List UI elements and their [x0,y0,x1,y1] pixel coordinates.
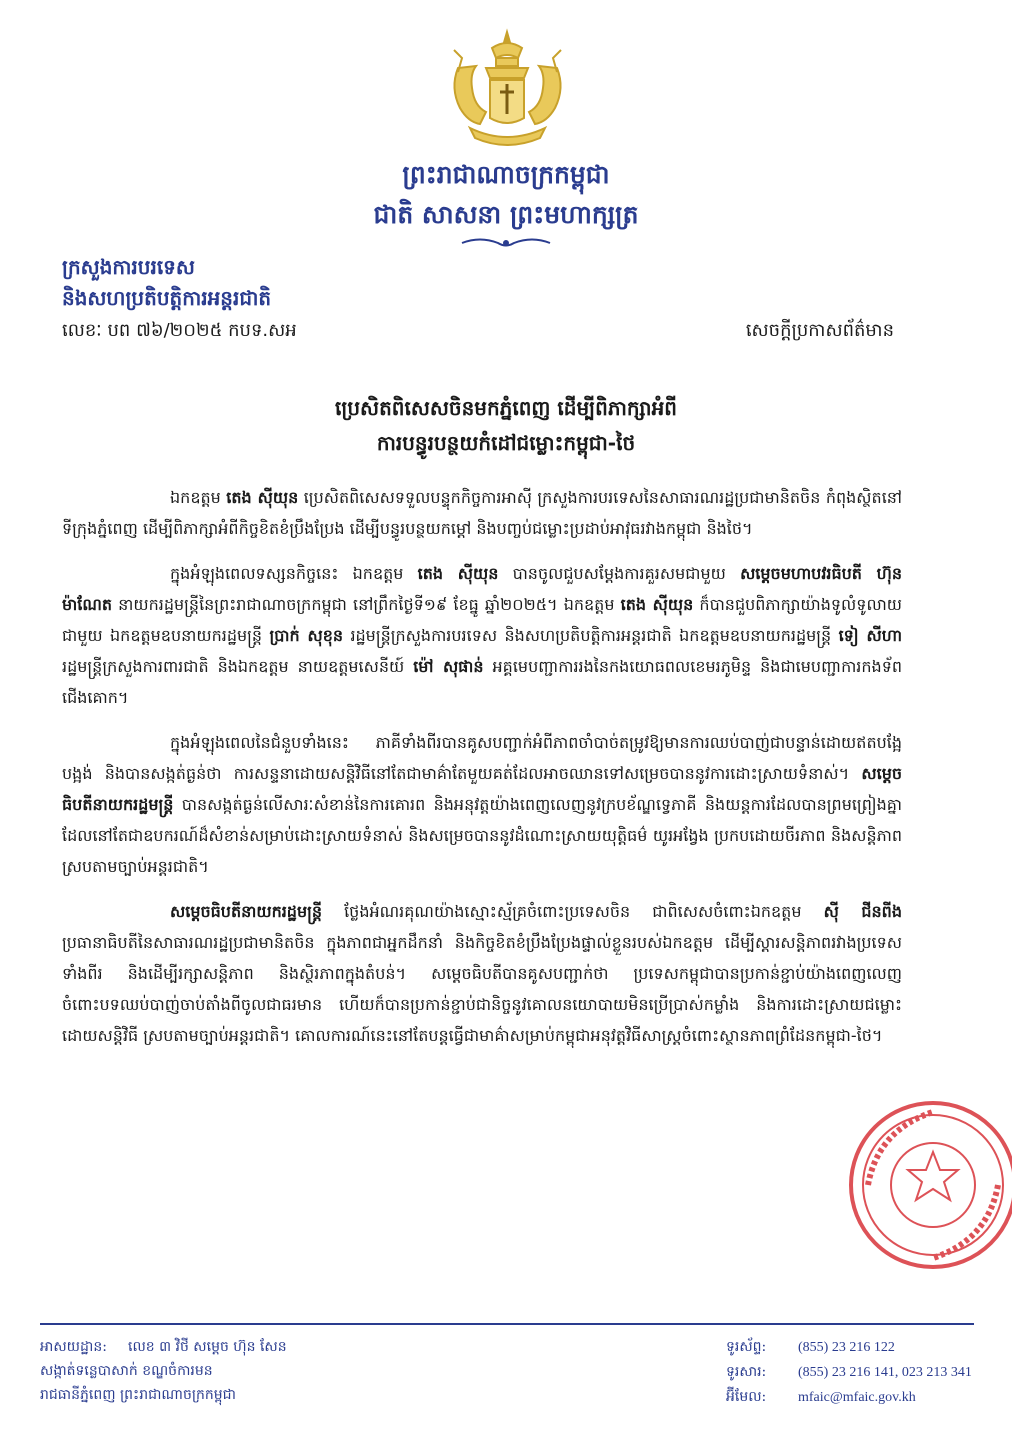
address-label: អាសយដ្ឋាន: [40,1339,107,1355]
text-run: ប្រធានាធិបតីនៃសាធារណរដ្ឋប្រជាមានិតចិន ក្នុងភាពជាអ្នកដឹកនាំ និងកិច្ចខិតខំប្រឹងប្រែងផ្ទាល់ខ្លួនរបស់ឯកឧត្តម ដើម្បីស្តារសន្តិភាពរវាងប្រទេសទាំងពីរ និងដើម្បីរក្សាសន្តិភាព និងស្ថិរភាពក្នុងតំបន់។ សម្ដេចធិបតីបានគូសបញ្ជាក់ថា ប្រទេសកម្ពុជាបានប្រកាន់ខ្ជាប់យ៉ាងពេញលេញ ចំពោះបទឈប់បាញ់ចាប់តាំងពីចូលជាធរមាន ហើយក៏បានប្រកាន់ខ្ជាប់ជានិច្ចនូវគោលនយោបាយមិនប្រើប្រាស់កម្លាំង និងការដោះស្រាយជម្លោះដោយសន្តិវិធី ស្របតាមច្បាប់អន្តរជាតិ។ គោលការណ៍នេះនៅតែបន្តធ្វើជាមាគ៌ាសម្រាប់កម្ពុជាអនុវត្តវិធីសាស្ត្រចំពោះស្ថានភាពព្រំដែនកម្ពុជា-ថៃ។ [62,933,902,1045]
phone-label: ទូរស័ព្ទ: [726,1339,767,1355]
headline-line-1: ប្រេសិតពិសេសចិនមកភ្នំពេញ ដើម្បីពិភាក្សាអំពី [335,396,677,420]
text-run: ឯកឧត្តម [170,488,227,507]
address-line-2: សង្កាត់ទន្លេបាសាក់ ខណ្ឌចំការមន [40,1363,213,1379]
ministry-name: ក្រសួងការបរទេស [62,255,195,279]
text-run: បានចូលជួបសម្ដែងការគួរសមជាមួយ [498,564,741,583]
text-run: អគ្គមេបញ្ជាការរងនៃកងយោធពលខេមរភូមិន្ទ និងជាមេបញ្ជាការកងទ័ពជើងគោក។ [62,657,903,707]
text-run: ប្រេសិតពិសេសទទួលបន្ទុកកិច្ចការអាស៊ី ក្រសួងការបរទេសនៃសាធារណរដ្ឋប្រជាមានិតចិន កំពុងស្ថិតនៅទីក្រុងភ្នំពេញ ដើម្បីពិភាក្សាអំពីកិច្ចខិតខំប្រឹងប្រែង ដើម្បីបន្ធូរបន្ថយកម្ដៅ និងបញ្ចប់ជម្លោះប្រដាប់អាវុធរវាងកម្ពុជា និងថៃ។ [62,488,903,538]
footer-divider [40,1323,974,1325]
paragraph-4 [62,896,902,1051]
text-run: រដ្ឋមន្ត្រីក្រសួងការពារជាតិ និងឯកឧត្តម នាយឧត្តមសេនីយ៍ [62,657,414,676]
email-label: អ៊ីមែល: [726,1389,767,1405]
bold-name: ទៀ សីហា [838,626,903,645]
kingdom-title: ព្រះរាជាណាចក្រកម្ពុជា [402,160,610,189]
text-run: ថ្លែងអំណរគុណយ៉ាងស្មោះស្ម័គ្រចំពោះប្រទេសចិន ជាពិសេសចំពោះឯកឧត្តម [322,902,824,921]
text-run: ក្នុងអំឡុងពេលនៃជំនួបទាំងនេះ ភាគីទាំងពីរបានគូសបញ្ជាក់អំពីភាពចាំបាច់តម្រូវឱ្យមានការឈប់បាញ់ជាបន្ទាន់ដោយឥតបង្អែបង្អង់ និងបានសង្កត់ធ្ងន់ថា ការសន្ទនាដោយសន្តិវិធីនៅតែជាមាគ៌ាតែមួយគត់ដែលអាចឈានទៅសម្រេចបាននូវការដោះស្រាយទំនាស់។ [62,733,902,783]
text-run: បានសង្កត់ធ្ងន់លើសារៈសំខាន់នៃការគោរព និងអនុវត្តយ៉ាងពេញលេញនូវក្របខ័ណ្ឌទ្វេភាគី និងយន្តការដែលបានព្រមព្រៀងគ្នា ដែលនៅតែជាឧបករណ៍ដ៏សំខាន់សម្រាប់ដោះស្រាយទំនាស់ និងសម្រេចបាននូវដំណោះស្រាយយុត្តិធម៌ យូរអង្វែង ប្រកបដោយចីរភាព និងសន្តិភាព ស្របតាមច្បាប់អន្តរជាតិ។ [62,795,902,876]
text-run: ក៏បានជួបពិភាក្សាយ៉ាងទូលំទូលាយជាមួយ ឯកឧត្តមឧបនាយករដ្ឋមន្ត្រី [62,595,902,645]
bold-name: សម្ដេចមហាបវរធិបតី ហ៊ុន ម៉ាណែត [62,564,903,614]
phone-value: (855) 23 216 122 [798,1340,895,1355]
paragraph-1 [62,482,902,544]
footer-contacts [726,1335,996,1410]
royal-emblem-icon [440,28,575,153]
national-motto: ជាតិ សាសនា ព្រះមហាក្សត្រ [373,200,639,229]
document-type: សេចក្ដីប្រកាសព័ត៌មាន [745,320,894,341]
bold-name: តេង ស៊ីយុន [620,595,694,614]
bold-name: ប្រាក់ សុខុន [269,626,344,645]
ministry-name-cont: និងសហប្រតិបត្តិការអន្តរជាតិ [62,286,272,310]
text-run: នាយករដ្ឋមន្ត្រីនៃព្រះរាជាណាចក្រកម្ពុជា នៅព្រឹកថ្ងៃទី១៩ ខែធ្នូ ឆ្នាំ២០២៥។ ឯកឧត្តម [112,595,621,614]
text-run: ក្នុងអំឡុងពេលទស្សនកិច្ចនេះ ឯកឧត្តម [170,564,418,583]
address-line-3: រាជធានីភ្នំពេញ ព្រះរាជាណាចក្រកម្ពុជា [40,1387,236,1403]
headline-line-2: ការបន្ធូរបន្ថយកំដៅជម្លោះកម្ពុជា-ថៃ [376,431,636,455]
footer-address [40,1335,600,1407]
paragraph-3 [62,727,902,882]
text-run: រដ្ឋមន្ត្រីក្រសួងការបរទេស និងសហប្រតិបត្តិការអន្តរជាតិ ឯកឧត្តមឧបនាយករដ្ឋមន្ត្រី [343,626,839,645]
fax-value: (855) 23 216 141, 023 213 341 [798,1365,972,1380]
bold-name: សម្ដេចធិបតីនាយករដ្ឋមន្ត្រី [170,902,323,921]
bold-name: ម៉ៅ សុផាន់ [413,657,484,676]
fax-label: ទូរសារ: [726,1364,767,1380]
press-release-body [62,482,902,1065]
ornament-divider-icon [460,236,552,250]
address-line-1: លេខ ៣ វិថី សម្ដេច ហ៊ុន សែន [128,1339,287,1355]
paragraph-2 [62,558,902,713]
email-link[interactable]: mfaic@mfaic.gov.kh [798,1390,916,1405]
bold-name: សម្ដេចធិបតីនាយករដ្ឋមន្ត្រី [62,764,902,814]
bold-name: តេង ស៊ីយុន [417,564,499,583]
bold-name: ស៊ី ជីនពីង [823,902,902,921]
reference-number: លេខៈ បព ៧៦/២០២៥ កបទ.សអ [62,320,297,341]
bold-name: តេង ស៊ីយុន [226,488,299,507]
official-seal-icon [838,1090,1012,1280]
